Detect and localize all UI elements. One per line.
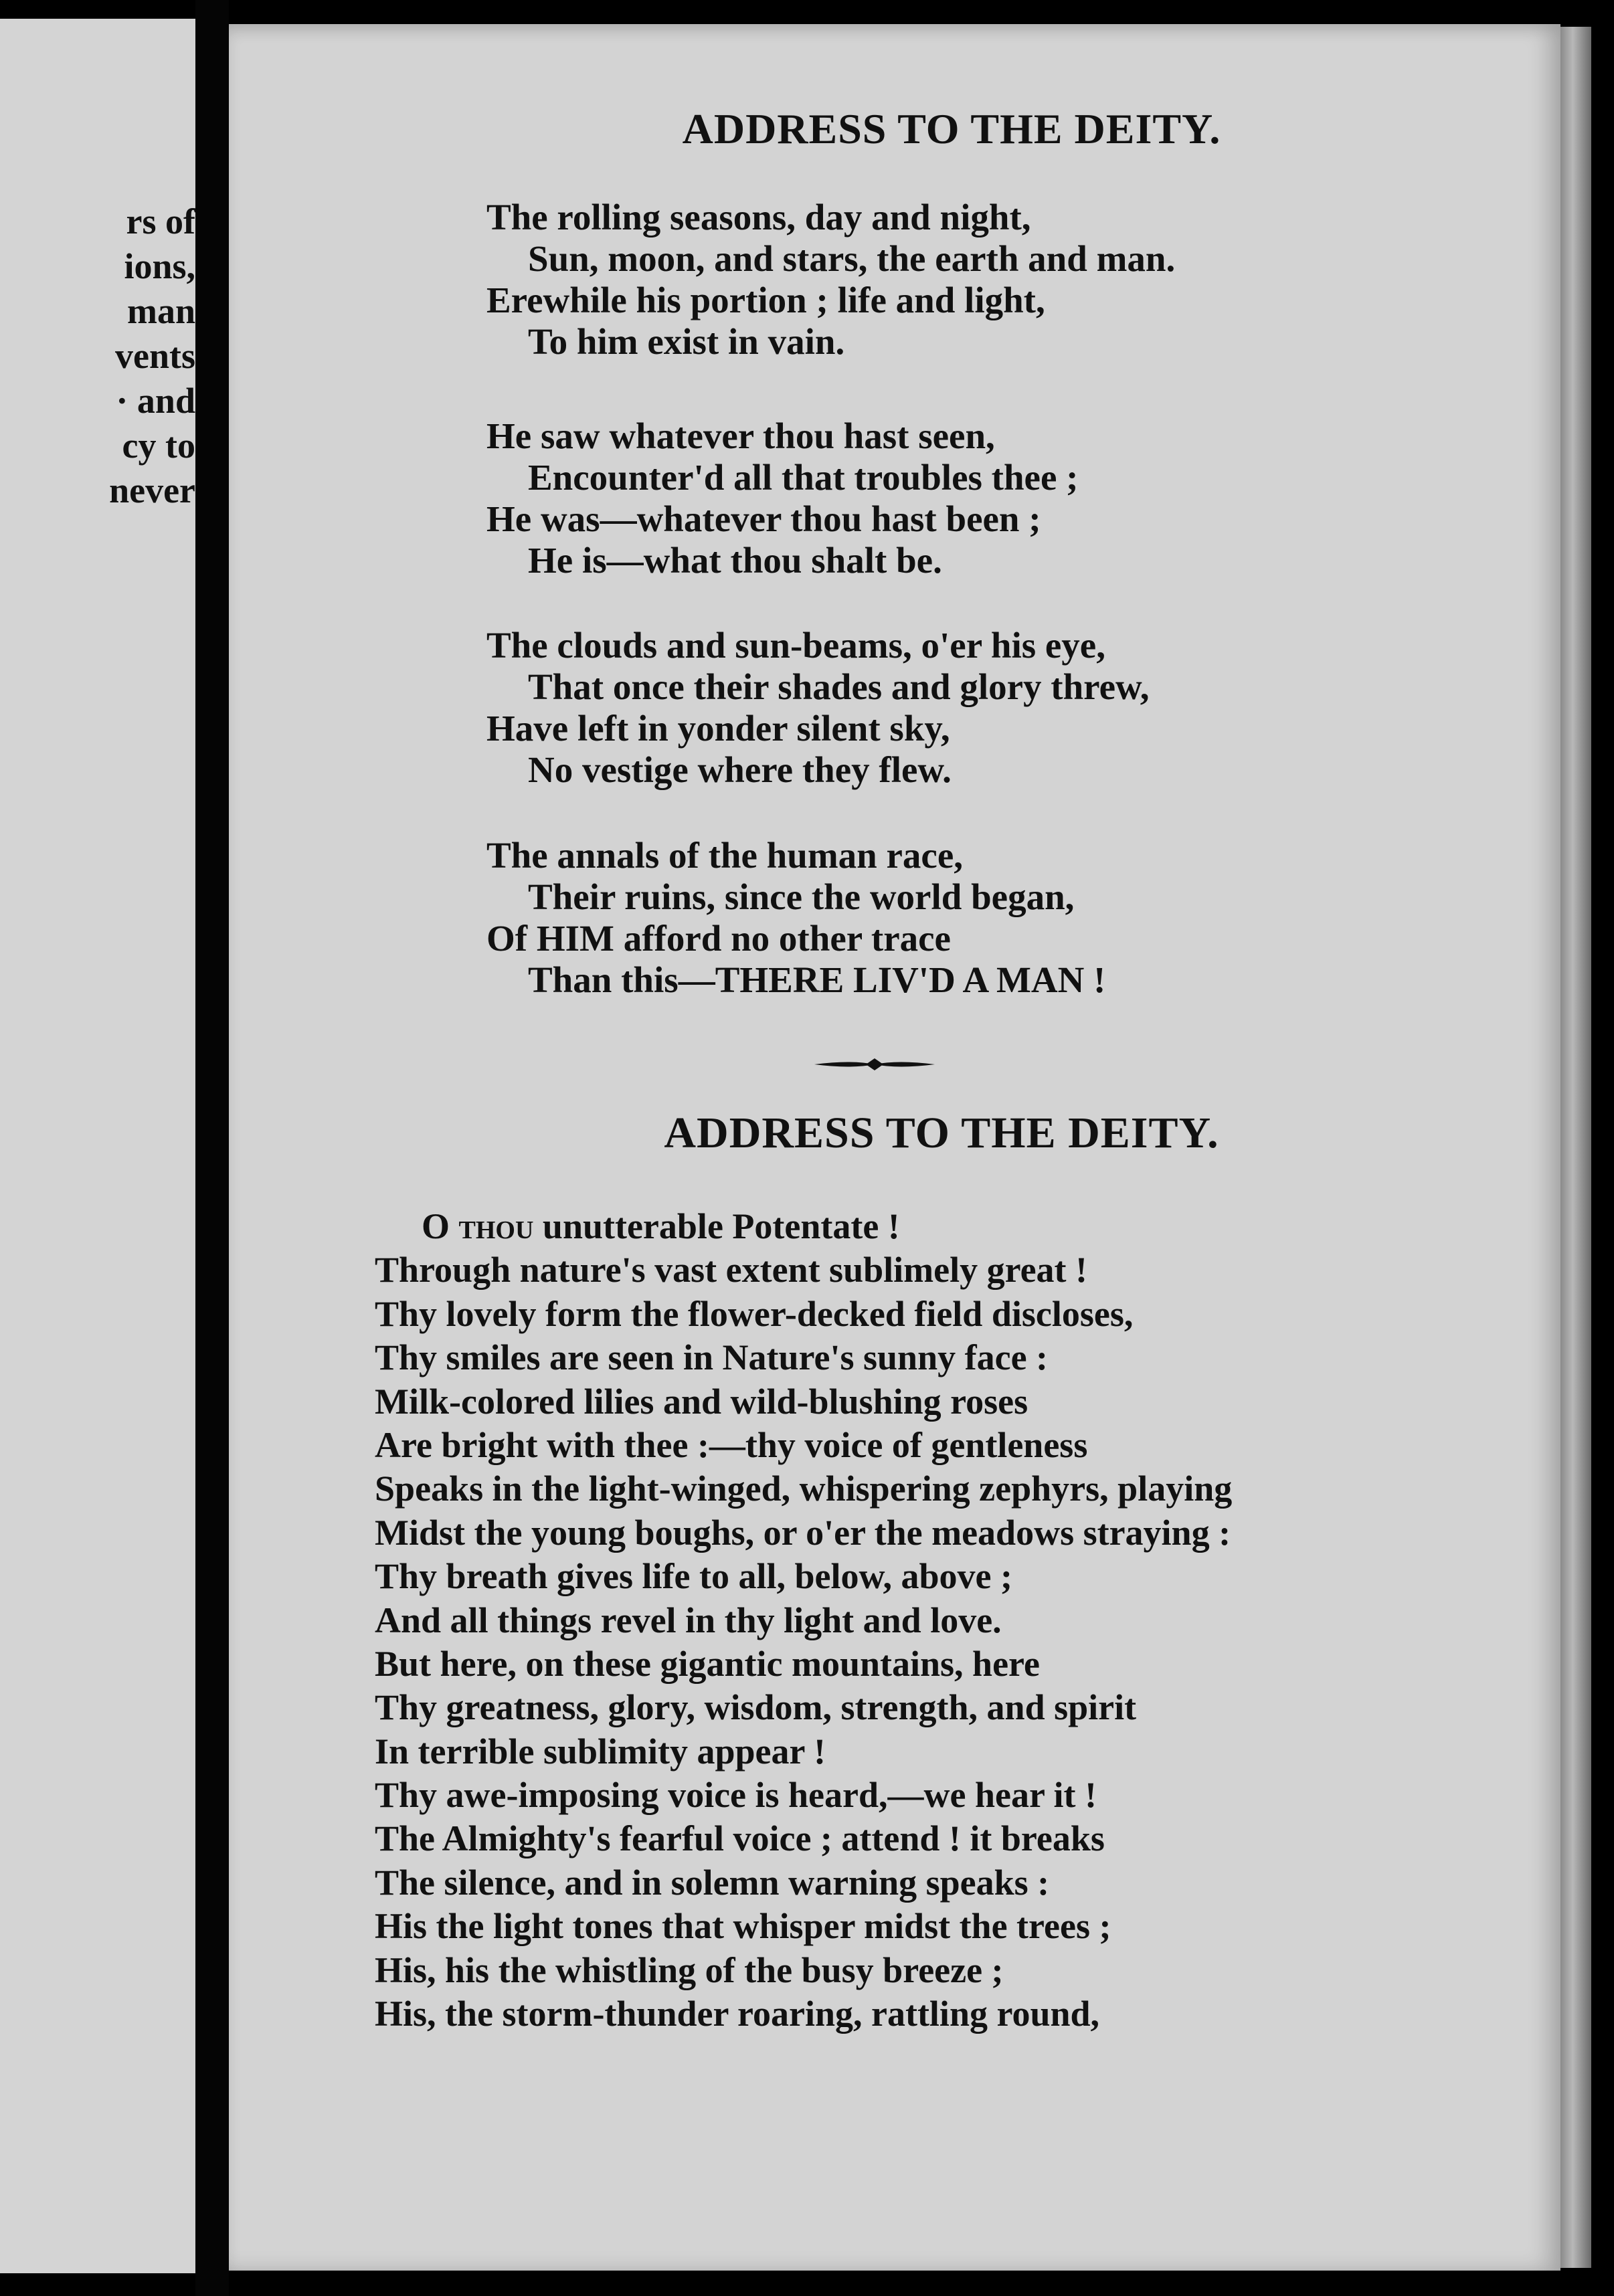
poem-line: The clouds and sun-beams, o'er his eye, <box>486 625 1105 666</box>
poem1-title: ADDRESS TO THE DEITY. <box>682 105 1221 153</box>
poem-line: His, the storm-thunder roaring, rattling round, <box>375 1994 1100 2034</box>
fragment-line: man <box>126 291 195 331</box>
left-page-edge <box>0 19 195 2273</box>
poem-line: His the light tones that whisper midst the trees ; <box>375 1906 1111 1947</box>
poem2-title: ADDRESS TO THE DEITY. <box>664 1109 1219 1157</box>
book-gutter <box>195 0 229 2296</box>
poem-line: But here, on these gigantic mountains, here <box>375 1643 1041 1684</box>
poem-line: Speaks in the light-winged, whispering zephyrs, playing <box>375 1468 1233 1509</box>
poem-line: In terrible sublimity appear ! <box>375 1731 826 1772</box>
fragment-line: ions, <box>124 246 195 286</box>
poem-line: Sun, moon, and stars, the earth and man. <box>528 238 1176 279</box>
fragment-line: vents <box>115 336 195 376</box>
poem-line: The silence, and in solemn warning speaks : <box>375 1862 1050 1903</box>
poem2-body <box>375 1205 1552 2036</box>
opening-word: O thou <box>422 1206 534 1246</box>
page-stack-edge <box>1560 27 1591 2268</box>
poem-line: Are bright with thee :—thy voice of gentleness <box>375 1424 1088 1465</box>
poem1-stanza-4 <box>486 835 1490 1001</box>
poem-line: And all things revel in thy light and love. <box>375 1600 1002 1640</box>
poem-line: Have left in yonder silent sky, <box>486 708 950 749</box>
fragment-line: cy to <box>122 425 195 466</box>
poem-line: His, his the whistling of the busy breeze ; <box>375 1949 1004 1990</box>
fragment-line: rs of <box>126 201 195 242</box>
poem-line: He saw whatever thou hast seen, <box>486 415 995 456</box>
poem-line: Through nature's vast extent sublimely great ! <box>375 1250 1088 1290</box>
left-page-text-fragments <box>21 199 195 513</box>
poem-line: To him exist in vain. <box>528 321 845 362</box>
scanned-page <box>229 24 1560 2271</box>
poem-line: Midst the young boughs, or o'er the meadows straying : <box>375 1512 1231 1553</box>
opening-rest: unutterable Potentate ! <box>533 1206 900 1246</box>
poem-line: Their ruins, since the world began, <box>528 876 1075 917</box>
poem-line: No vestige where they flew. <box>528 749 952 790</box>
poem-line: Thy lovely form the flower-decked field discloses, <box>375 1293 1134 1334</box>
poem-line: Of HIM afford no other trace <box>486 918 951 959</box>
poem1-stanza-2 <box>486 415 1490 581</box>
poem-line: The annals of the human race, <box>486 835 963 876</box>
poem-line: The rolling seasons, day and night, <box>486 197 1031 237</box>
poem1-stanza-1 <box>486 197 1490 363</box>
poem-line: Thy smiles are seen in Nature's sunny face : <box>375 1337 1049 1378</box>
poem1-stanza-3 <box>486 625 1490 791</box>
poem-line: Thy awe-imposing voice is heard,—we hear it ! <box>375 1775 1097 1816</box>
poem-line: Encounter'd all that troubles thee ; <box>528 457 1079 498</box>
poem-line: He is—what thou shalt be. <box>528 540 942 581</box>
poem-line: Milk-colored lilies and wild-blushing roses <box>375 1381 1028 1422</box>
poem-line: Than this—THERE LIV'D A MAN ! <box>528 959 1106 1000</box>
fragment-line: · and <box>116 381 195 421</box>
poem-line: The Almighty's fearful voice ; attend ! it breaks <box>375 1818 1105 1859</box>
poem-line: He was—whatever thou hast been ; <box>486 498 1041 539</box>
poem-line: That once their shades and glory threw, <box>528 666 1150 707</box>
poem-line: Thy greatness, glory, wisdom, strength, and spirit <box>375 1687 1137 1728</box>
poem-line <box>375 1205 1552 1248</box>
section-divider-ornament <box>811 1054 938 1074</box>
poem-line: Erewhile his portion ; life and light, <box>486 280 1045 320</box>
poem-line: Thy breath gives life to all, below, above ; <box>375 1556 1012 1597</box>
fragment-line: never <box>109 470 195 510</box>
